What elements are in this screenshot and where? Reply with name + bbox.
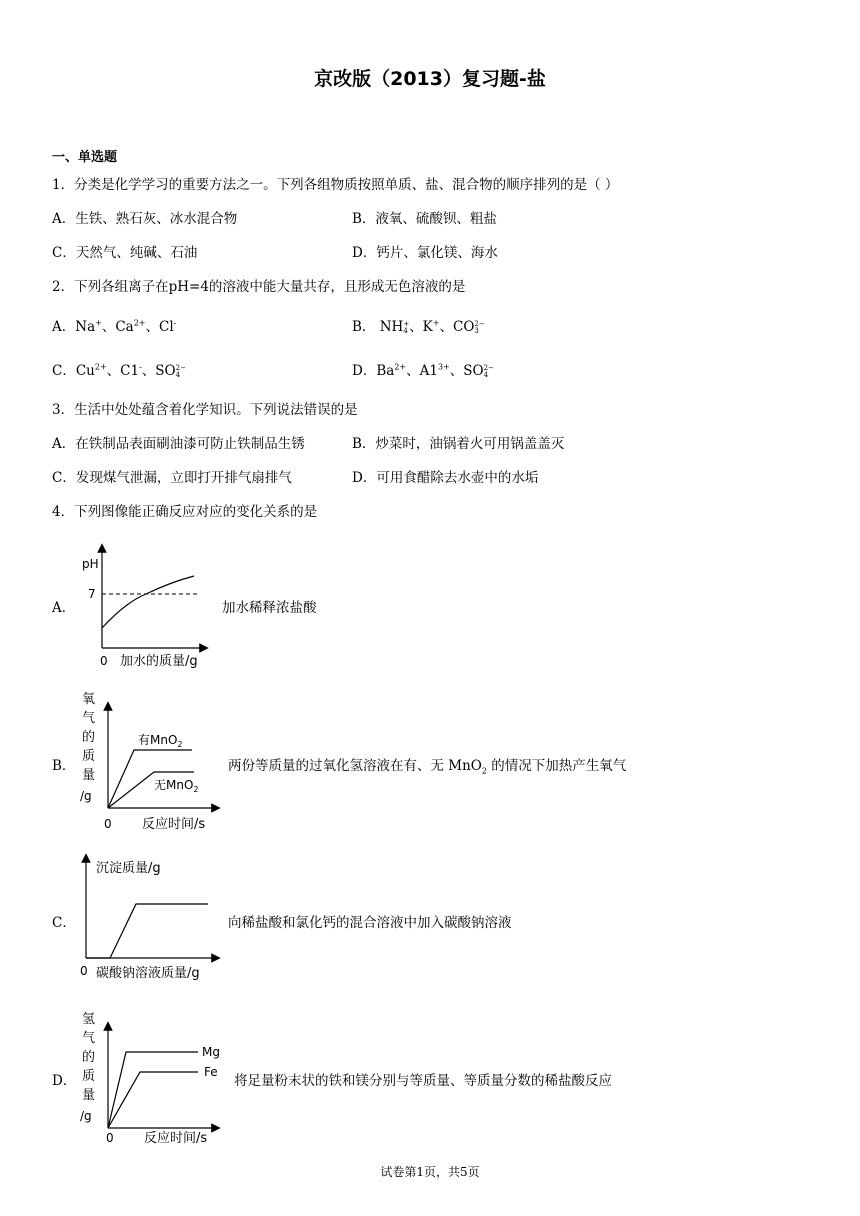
page-title: 京改版（2013）复习题-盐 xyxy=(314,68,546,90)
graph-d-ylabel-0: 氢 xyxy=(82,1012,96,1027)
page-footer: 试卷第1页，共5页 xyxy=(380,1165,480,1179)
graph-b-line1-label: 有MnO$_2$ xyxy=(138,733,183,749)
question-3-option-b: B．炒菜时，油锅着火可用锅盖盖灭 xyxy=(352,436,565,452)
graph-d-ylabel-5: /g xyxy=(80,1109,92,1123)
question-3-stem: 3．生活中处处蕴含着化学知识。下列说法错误的是 xyxy=(52,402,358,418)
question-1-option-a: A．生铁、熟石灰、冰水混合物 xyxy=(52,211,238,227)
question-4-option-c-label: C． xyxy=(52,915,76,931)
question-4-option-b-label: B． xyxy=(52,758,76,774)
question-1-option-b: B．液氧、硫酸钡、粗盐 xyxy=(352,211,497,227)
question-4-option-b-caption: 两份等质量的过氧化氢溶液在有、无 MnO$_2$ 的情况下加热产生氧气 xyxy=(228,758,627,776)
graph-c xyxy=(76,850,226,988)
graph-b-xlabel: 反应时间/s xyxy=(142,817,206,832)
section-heading: 一、单选题 xyxy=(52,150,118,165)
question-4-option-a-label: A． xyxy=(52,600,76,616)
question-1-option-c: C．天然气、纯碱、石油 xyxy=(52,245,198,261)
precipitate-line xyxy=(86,904,208,958)
ph-curve xyxy=(102,576,194,628)
graph-b-ylabel-3: 质 xyxy=(82,749,96,764)
graph-d-fe-label: Fe xyxy=(204,1065,218,1079)
graph-a-xlabel: 加水的质量/g xyxy=(120,654,198,669)
question-2-option-b: B． NH+ 4、K+、CO2− 3 xyxy=(352,318,485,335)
graph-a-ylabel: pH xyxy=(82,557,99,571)
graph-a xyxy=(76,540,216,670)
question-4-option-d-label: D． xyxy=(52,1073,77,1089)
graph-b-ylabel-4: 量 xyxy=(82,768,96,783)
question-4-option-c-caption: 向稀盐酸和氯化钙的混合溶液中加入碳酸钠溶液 xyxy=(228,915,512,931)
question-2-option-a: A．Na+、$Ca^{2+}$、Cl- xyxy=(52,318,177,335)
question-1-stem: 1．分类是化学学习的重要方法之一。下列各组物质按照单质、盐、混合物的顺序排列的是（ ） xyxy=(52,177,619,193)
graph-a-tick-7: 7 xyxy=(88,587,96,601)
question-1-option-d: D．钙片、氯化镁、海水 xyxy=(352,245,498,261)
question-3-option-d: D．可用食醋除去水壶中的水垢 xyxy=(352,470,539,486)
question-2-option-d: D．$Ba^{2+}$、$A1^{3+}$、SO2− 4 xyxy=(352,362,494,379)
question-2-option-c: C．$Cu^{2+}$、C1-、SO2− 4 xyxy=(52,362,186,379)
graph-d xyxy=(76,1010,226,1150)
question-4-option-d-caption: 将足量粉末状的铁和镁分别与等质量、等质量分数的稀盐酸反应 xyxy=(234,1073,612,1089)
graph-d-ylabel-2: 的 xyxy=(82,1050,96,1065)
graph-c-origin: 0 xyxy=(80,964,88,978)
mg-line xyxy=(108,1052,198,1128)
question-4-stem: 4．下列图像能正确反应对应的变化关系的是 xyxy=(52,504,318,520)
graph-b-ylabel-0: 氧 xyxy=(82,692,96,707)
graph-d-ylabel-1: 气 xyxy=(82,1031,96,1046)
fe-line xyxy=(108,1072,198,1128)
graph-d-origin: 0 xyxy=(106,1131,114,1145)
graph-b-ylabel-5: /g xyxy=(80,789,92,803)
graph-c-xlabel: 碳酸钠溶液质量/g xyxy=(96,966,200,981)
graph-d-ylabel-3: 质 xyxy=(82,1069,96,1084)
question-4-option-a-caption: 加水稀释浓盐酸 xyxy=(222,600,317,616)
graph-b-ylabel-2: 的 xyxy=(82,730,96,745)
graph-b-origin: 0 xyxy=(104,817,112,831)
graph-b-ylabel-1: 气 xyxy=(82,711,96,726)
graph-b xyxy=(76,690,226,838)
graph-d-ylabel-4: 量 xyxy=(82,1088,96,1103)
graph-a-origin: 0 xyxy=(100,654,108,668)
graph-d-xlabel: 反应时间/s xyxy=(144,1131,208,1146)
graph-d-mg-label: Mg xyxy=(202,1045,220,1059)
question-3-option-c: C．发现煤气泄漏，立即打开排气扇排气 xyxy=(52,470,292,486)
question-3-option-a: A．在铁制品表面刷油漆可防止铁制品生锈 xyxy=(52,436,305,452)
graph-c-ylabel: 沉淀质量/g xyxy=(96,861,161,876)
graph-b-line2-label: 无MnO$_2$ xyxy=(154,778,199,794)
question-2-stem: 2．下列各组离子在pH=4的溶液中能大量共存，且形成无色溶液的是 xyxy=(52,279,466,295)
